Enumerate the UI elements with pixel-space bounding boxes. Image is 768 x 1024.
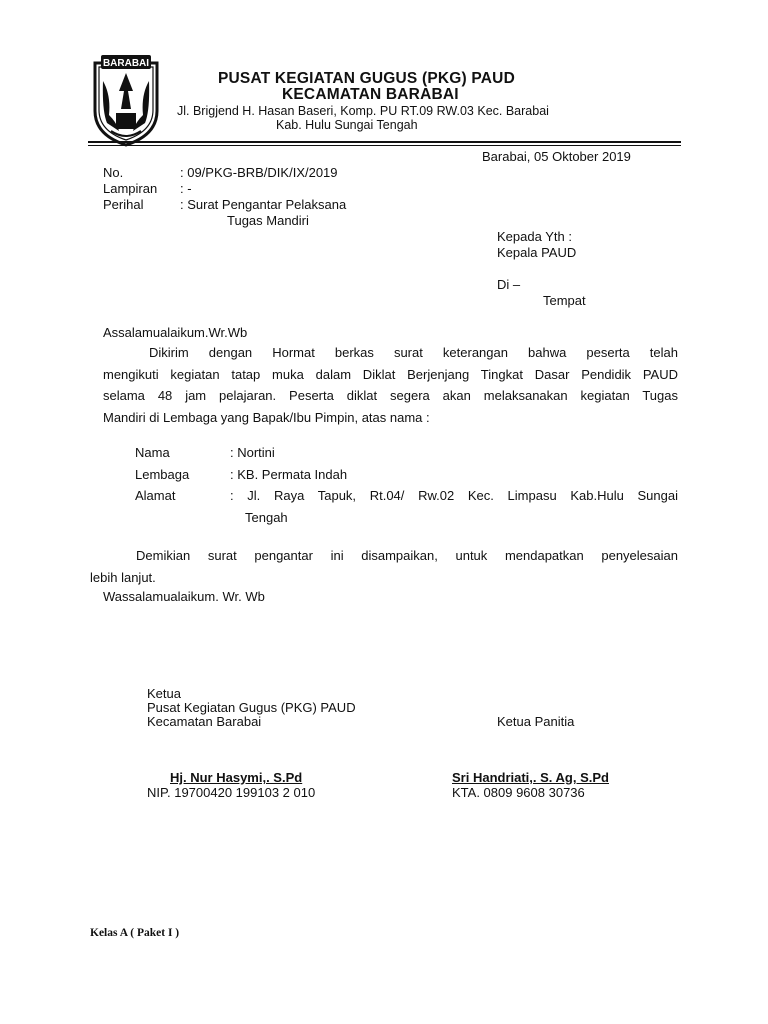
paragraph-1-line: Mandiri di Lembaga yang Bapak/Ibu Pimpin, atas nama : (103, 409, 430, 425)
lampiran-value: : - (180, 181, 192, 196)
nama-value: : Nortini (230, 445, 275, 460)
lembaga-label: Lembaga (135, 467, 190, 482)
paragraph-2-line: Demikian surat pengantar ini disampaikan, untuk mendapatkan penyelesaian (136, 548, 678, 563)
left-signer-name: Hj. Nur Hasymi,. S.Pd (170, 770, 303, 785)
closing: Wassalamualaikum. Wr. Wb (103, 589, 265, 604)
body-paragraph-2 (90, 545, 678, 588)
lembaga-value: : KB. Permata Indah (230, 467, 348, 482)
barabai-logo (89, 51, 163, 147)
letterhead-title-1: PUSAT KEGIATAN GUGUS (PKG) PAUD (218, 70, 515, 87)
letterhead-address-1: Jl. Brigjend H. Hasan Baseri, Komp. PU RT.09 RW.03 Kec. Barabai (177, 104, 549, 118)
perihal-value-1: : Surat Pengantar Pelaksana (180, 197, 347, 212)
letterhead-title-2: KECAMATAN BARABAI (282, 86, 459, 103)
perihal-value-2: Tugas Mandiri (227, 213, 309, 228)
alamat-value-1: : Jl. Raya Tapuk, Rt.04/ Rw.02 Kec. Limpasu Kab.Hulu Sungai (230, 488, 678, 503)
greeting: Assalamualaikum.Wr.Wb (103, 325, 248, 340)
no-value: : 09/PKG-BRB/DIK/IX/2019 (180, 165, 338, 180)
lampiran-label: Lampiran (103, 181, 158, 196)
recipient-line-2: Kepala PAUD (497, 245, 577, 260)
letterhead-address-2: Kab. Hulu Sungai Tengah (276, 118, 418, 132)
alamat-value-2: Tengah (245, 510, 288, 525)
paragraph-2-line: lebih lanjut. (90, 569, 156, 585)
left-signer-title-3: Kecamatan Barabai (147, 714, 262, 729)
letterhead-rule-thick (88, 141, 681, 143)
paragraph-1-line: Dikirim dengan Hormat berkas surat keterangan bahwa peserta telah (149, 345, 678, 360)
recipient-line-1: Kepada Yth : (497, 229, 572, 244)
right-signer-name: Sri Handriati,. S. Ag, S.Pd (452, 770, 609, 785)
footer-class-label: Kelas A ( Paket I ) (90, 927, 180, 939)
left-signer-nip: NIP. 19700420 199103 2 010 (147, 785, 316, 800)
paragraph-1-line: mengikuti kegiatan tatap muka dalam Diklat Berjenjang Tingkat Dasar Pendidik PAUD (103, 366, 678, 382)
recipient-line-4: Tempat (543, 293, 586, 308)
letter-date: Barabai, 05 Oktober 2019 (482, 149, 631, 164)
right-signer-title: Ketua Panitia (497, 714, 575, 729)
paragraph-1-line: selama 48 jam pelajaran. Peserta diklat segera akan melaksanakan kegiatan Tugas (103, 388, 678, 403)
alamat-label: Alamat (135, 488, 176, 503)
body-paragraph-1 (103, 342, 678, 428)
letterhead-rule-thin (88, 145, 681, 146)
recipient-line-3: Di – (497, 277, 521, 292)
logo-text: BARABAI (102, 58, 150, 69)
left-signer-title-1: Ketua (147, 686, 181, 701)
right-signer-kta: KTA. 0809 9608 30736 (452, 785, 585, 800)
perihal-label: Perihal (103, 197, 144, 212)
left-signer-title-2: Pusat Kegiatan Gugus (PKG) PAUD (147, 700, 356, 715)
nama-label: Nama (135, 445, 170, 460)
no-label: No. (103, 165, 124, 180)
